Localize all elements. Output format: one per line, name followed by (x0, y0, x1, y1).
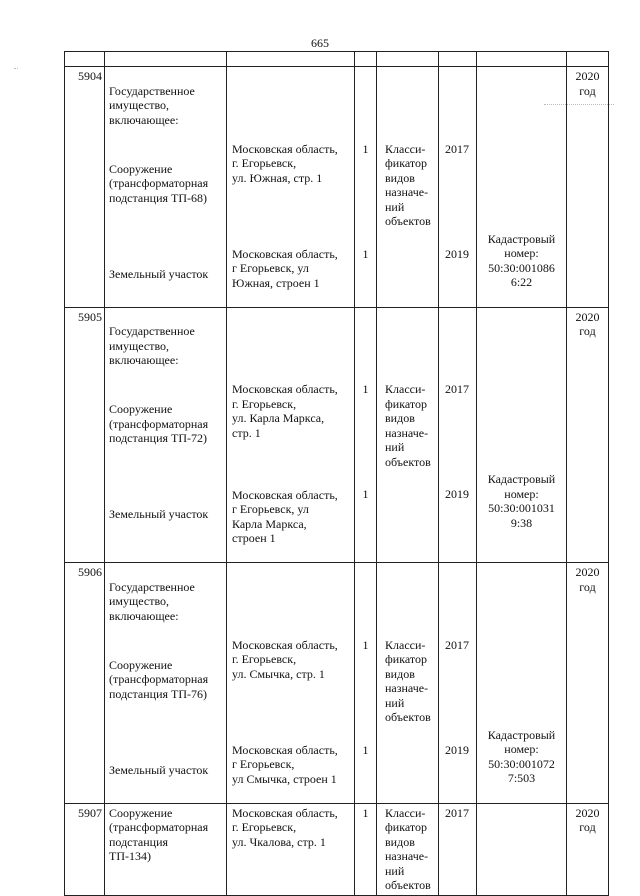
quantity-cell (355, 67, 377, 308)
classifier-cell (377, 307, 439, 563)
structure-year: 2017 (445, 382, 469, 396)
table-row (65, 563, 609, 804)
classifier-cell (377, 563, 439, 804)
land-address: Московская область, г Егорьевск, ул Карла Маркса, строен 1 (232, 487, 338, 545)
structure-year: 2017 (439, 803, 477, 895)
cadastral-number: Кадастровый номер: 50:30:001086 6:22 (487, 231, 556, 289)
cadastral-cell (477, 803, 567, 895)
row-number: 5906 (65, 563, 105, 804)
land-qty: 1 (362, 742, 369, 757)
structure-name: Сооружение (трансформаторная подстанция ТП-68) (109, 161, 209, 205)
group-title: Государственное имущество, включающее: (109, 83, 195, 127)
structure-qty: 1 (362, 382, 369, 396)
scan-noise-mark (14, 68, 18, 69)
scan-noise-mark (544, 104, 614, 105)
cadastral-cell (477, 563, 567, 804)
classifier-cell (377, 67, 439, 308)
structure-name: Сооружение (трансформаторная подстанция ТП-72) (109, 402, 209, 445)
date-cell: 2020 год (567, 563, 609, 804)
classifier-text: Класси- фикатор видов назначе- ний объектов (385, 141, 431, 228)
structure-address: Московская область, г. Егорьевск, ул. Южная, стр. 1 (232, 141, 338, 185)
table-header-row (65, 52, 609, 67)
structure-address: Московская область, г. Егорьевск, ул. Смычка, стр. 1 (232, 637, 338, 681)
land-name: Земельный участок (109, 507, 209, 521)
address-cell (227, 307, 355, 563)
object-name-cell (105, 563, 227, 804)
classifier-text: Класси- фикатор видов назначе- ний объектов (385, 637, 431, 724)
classifier-text: Класси- фикатор видов назначе- ний объектов (377, 803, 439, 895)
land-qty: 1 (362, 487, 369, 501)
row-number: 5905 (65, 307, 105, 563)
table-row (65, 67, 609, 308)
cadastral-cell (477, 67, 567, 308)
table-row (65, 307, 609, 563)
structure-qty: 1 (362, 637, 369, 652)
row-number: 5904 (65, 67, 105, 308)
object-name-cell (105, 67, 227, 308)
structure-qty: 1 (362, 141, 369, 156)
page-number: 665 (311, 36, 329, 50)
land-name: Земельный участок (109, 762, 209, 777)
year-cell (439, 67, 477, 308)
land-address: Московская область, г Егорьевск, ул Южная, строен 1 (232, 246, 338, 290)
cadastral-cell (477, 307, 567, 563)
structure-year: 2017 (445, 637, 469, 652)
structure-name: Сооружение (трансформаторная подстанция ТП-76) (109, 657, 209, 701)
quantity-cell (355, 307, 377, 563)
land-year: 2019 (445, 742, 469, 757)
year-cell (439, 563, 477, 804)
registry-table (64, 51, 609, 896)
group-title: Государственное имущество, включающее: (109, 324, 195, 367)
object-name-cell (105, 307, 227, 563)
structure-address: Московская область, г. Егорьевск, ул. Карла Маркса, стр. 1 (232, 382, 338, 440)
structure-name: Сооружение (трансформаторная подстанция ТП-134) (105, 803, 227, 895)
table-row (65, 803, 609, 895)
land-address: Московская область, г Егорьевск, ул Смычка, строен 1 (232, 742, 338, 786)
land-year: 2019 (445, 246, 469, 261)
date-cell: 2020 год (567, 803, 609, 895)
date-cell: 2020 год (567, 67, 609, 308)
quantity-cell (355, 563, 377, 804)
year-cell (439, 307, 477, 563)
address-cell (227, 563, 355, 804)
group-title: Государственное имущество, включающее: (109, 579, 195, 623)
cadastral-number: Кадастровый номер: 50:30:001031 9:38 (487, 472, 556, 530)
row-number: 5907 (65, 803, 105, 895)
date-cell: 2020 год (567, 307, 609, 563)
structure-address: Московская область, г. Егорьевск, ул. Чкалова, стр. 1 (227, 803, 355, 895)
structure-qty: 1 (355, 803, 377, 895)
address-cell (227, 67, 355, 308)
land-name: Земельный участок (109, 266, 209, 281)
land-qty: 1 (362, 246, 369, 261)
cadastral-number: Кадастровый номер: 50:30:001072 7:503 (487, 727, 556, 785)
structure-year: 2017 (445, 141, 469, 156)
classifier-text: Класси- фикатор видов назначе- ний объектов (385, 382, 431, 469)
land-year: 2019 (445, 487, 469, 501)
